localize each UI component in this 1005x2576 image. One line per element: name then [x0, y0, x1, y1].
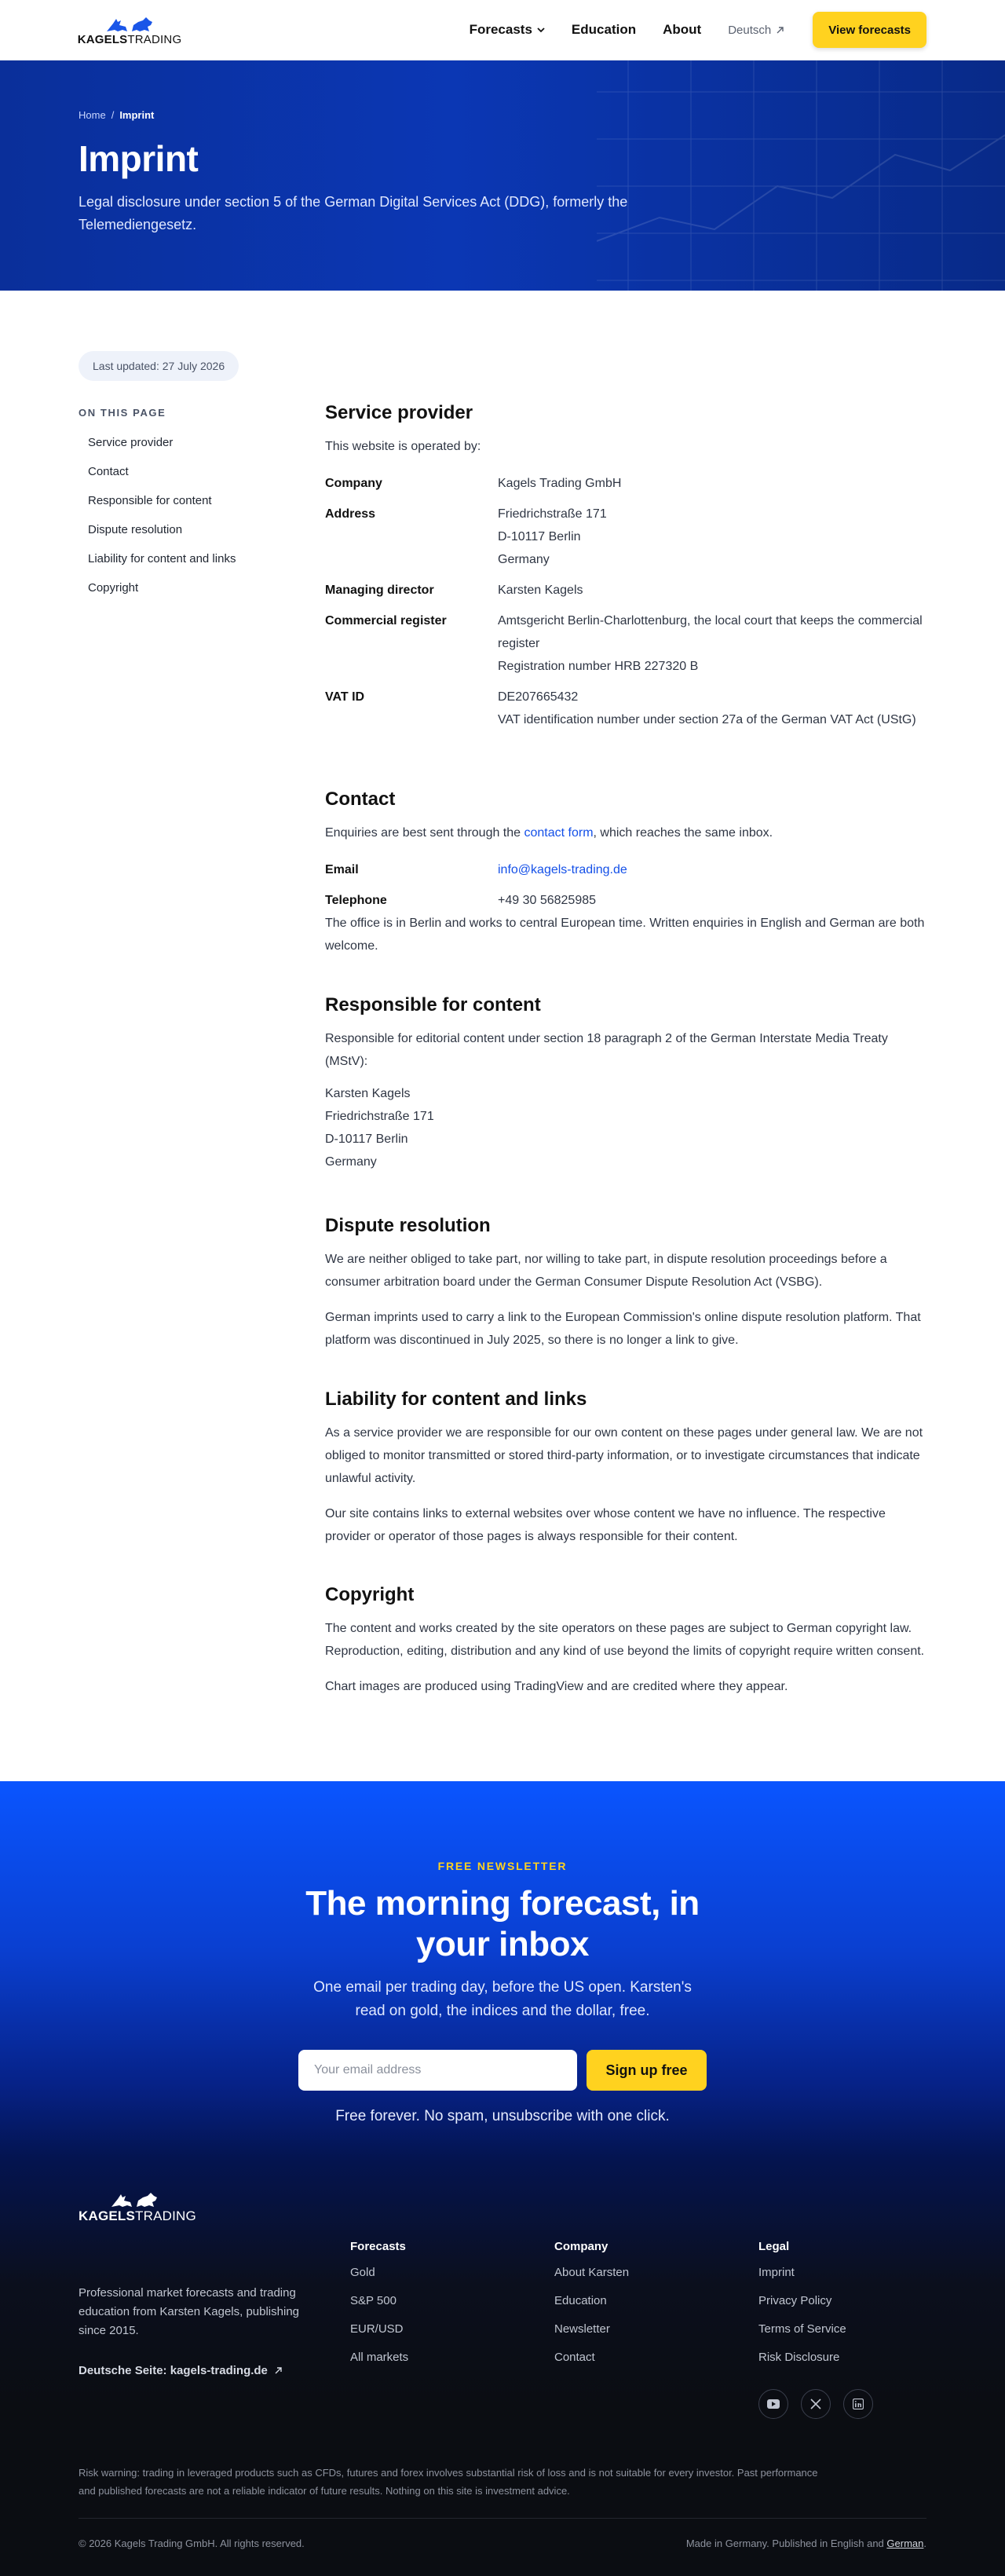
paragraph: Chart images are produced using TradingView and are credited where they appear.: [325, 1680, 788, 1693]
address-line: D-10117 Berlin: [325, 1132, 408, 1146]
row-line: Registration number HRB 227320 B: [498, 660, 699, 673]
section-title: Copyright: [325, 1584, 415, 1605]
row-label: Company: [325, 477, 382, 490]
toc-link-service-provider[interactable]: Service provider: [88, 436, 174, 449]
site-header: [0, 0, 1005, 60]
row-line: VAT identification number under section 27a of the German VAT Act (UStG): [498, 713, 916, 726]
external-link-icon: [776, 26, 784, 35]
section-dispute-resolution: [325, 1215, 926, 1352]
toc-link-contact[interactable]: Contact: [88, 465, 129, 478]
footer-col-title: Company: [554, 2240, 608, 2253]
section-service-provider: [325, 402, 926, 731]
footer-link-gold[interactable]: Gold: [350, 2266, 375, 2279]
footer-link-about[interactable]: About Karsten: [554, 2266, 630, 2279]
youtube-link[interactable]: [758, 2389, 788, 2419]
footer-link-imprint[interactable]: Imprint: [758, 2266, 795, 2279]
paragraph: We are neither obliged to take part, nor willing to take part, in dispute resolution proceedings before a consumer arbitration board under the German Consumer Dispute Resolution Act (VSBG).: [325, 1253, 887, 1289]
footer-divider: [79, 2518, 926, 2519]
bull-bear-logo-icon: [102, 14, 157, 35]
section-copyright: [325, 1584, 926, 1698]
footer-col-title: Legal: [758, 2240, 790, 2253]
logo-wordmark: KAGELSTRADING: [79, 2208, 196, 2223]
language-label: Deutsch: [728, 23, 772, 37]
row-label: Address: [325, 507, 376, 521]
language-switch[interactable]: [728, 24, 784, 37]
footer-description: Professional market forecasts and trading education from Karsten Kagels, publishing since 2015.: [79, 2286, 300, 2337]
row-line: Kagels Trading GmbH: [498, 477, 622, 490]
info-row-managing-director: [325, 579, 926, 602]
row-value: [498, 686, 926, 731]
intro-text: Enquiries are best sent through the: [325, 826, 524, 840]
last-updated-badge: Last updated: 27 July 2026: [79, 351, 239, 381]
row-value: [498, 609, 926, 678]
paragraph: Our site contains links to external websites over whose content we have no influence. The respective provider or operator of those pages is always responsible for their content.: [325, 1507, 886, 1543]
toc-link-liability[interactable]: Liability for content and links: [88, 552, 236, 565]
row-value: [498, 858, 926, 881]
row-line: Karsten Kagels: [498, 584, 583, 597]
made-text: .: [923, 2538, 926, 2549]
breadcrumb-home[interactable]: Home: [79, 109, 106, 121]
row-line: Friedrichstraße 171: [498, 507, 607, 521]
breadcrumb-current: Imprint: [119, 109, 155, 121]
on-this-page-nav: [79, 407, 283, 610]
footer-link-all-markets[interactable]: All markets: [350, 2351, 409, 2364]
nav-forecasts-label: Forecasts: [469, 22, 532, 37]
newsletter-title: The morning forecast, in your inbox: [305, 1884, 700, 1963]
newsletter-email-input[interactable]: [298, 2050, 577, 2091]
footer-col-legal: [758, 2240, 846, 2379]
section-title: Dispute resolution: [325, 1215, 491, 1236]
section-intro: Responsible for editorial content under section 18 paragraph 2 of the German Interstate Media Treaty (MStV):: [325, 1032, 888, 1068]
chevron-down-icon: [537, 27, 545, 33]
newsletter-form: [298, 2050, 707, 2091]
page-hero: [0, 60, 1005, 291]
address-line: Friedrichstraße 171: [325, 1110, 434, 1123]
hero-grid-decoration: [597, 60, 1005, 291]
social-links: [758, 2389, 873, 2419]
newsletter-fineprint: Free forever. No spam, unsubscribe with one click.: [335, 2108, 670, 2124]
row-label: Telephone: [325, 894, 387, 907]
bull-bear-logo-icon: [79, 2190, 188, 2210]
row-value: [498, 503, 926, 571]
intro-text: , which reaches the same inbox.: [593, 826, 773, 840]
footer-link-sp500[interactable]: S&P 500: [350, 2294, 397, 2307]
toc-heading: ON THIS PAGE: [79, 407, 166, 419]
sign-up-button[interactable]: Sign up free: [587, 2050, 707, 2091]
section-title: Responsible for content: [325, 994, 541, 1015]
site-logo[interactable]: [79, 14, 181, 46]
contact-form-link[interactable]: contact form: [524, 826, 594, 840]
page-title: Imprint: [79, 138, 199, 179]
view-forecasts-button[interactable]: View forecasts: [813, 12, 926, 48]
x-icon: [810, 2399, 821, 2410]
footer-col-title: Forecasts: [350, 2240, 406, 2253]
nav-education[interactable]: Education: [571, 22, 637, 37]
row-value: [498, 472, 926, 495]
email-link[interactable]: info@kagels-trading.de: [498, 863, 627, 876]
german-site-link[interactable]: [79, 2364, 283, 2377]
address-line: Karsten Kagels: [325, 1087, 411, 1100]
main-nav: [470, 12, 926, 48]
newsletter-eyebrow: FREE NEWSLETTER: [437, 1860, 568, 1872]
german-site-label: Deutsche Seite: kagels-trading.de: [79, 2364, 268, 2377]
german-language-link[interactable]: German: [886, 2538, 924, 2549]
row-label: Commercial register: [325, 614, 447, 628]
paragraph: As a service provider we are responsible for our own content on these pages under general law. We are not obliged to monitor transmitted or stored third-party information, or to investigate circumstances that indicate unlawful activity.: [325, 1426, 923, 1485]
section-title: Liability for content and links: [325, 1389, 587, 1410]
section-responsible-for-content: [325, 994, 926, 1173]
office-note: The office is in Berlin and works to central European time. Written enquiries in English and German are both welcome.: [325, 917, 925, 953]
paragraph: German imprints used to carry a link to the European Commission's online dispute resolution platform. That platform was discontinued in July 2025, so there is no longer a link to give.: [325, 1311, 921, 1347]
section-title: Contact: [325, 789, 396, 810]
site-footer: [0, 2158, 1005, 2576]
footer-link-risk[interactable]: Risk Disclosure: [758, 2351, 840, 2364]
toc-link-copyright[interactable]: Copyright: [88, 581, 139, 595]
youtube-icon: [767, 2399, 780, 2409]
nav-forecasts[interactable]: [470, 22, 545, 38]
copyright-notice: © 2026 Kagels Trading GmbH. All rights reserved.: [79, 2538, 305, 2549]
info-row-address: [325, 503, 926, 571]
footer-link-privacy[interactable]: Privacy Policy: [758, 2294, 832, 2307]
row-label: Email: [325, 863, 359, 876]
breadcrumb: [79, 109, 154, 121]
breadcrumb-separator: /: [111, 109, 115, 121]
footer-link-contact[interactable]: Contact: [554, 2351, 595, 2364]
linkedin-icon: [853, 2399, 864, 2410]
toc-link-dispute[interactable]: Dispute resolution: [88, 523, 183, 536]
row-label: VAT ID: [325, 690, 365, 704]
footer-link-education[interactable]: Education: [554, 2294, 607, 2307]
info-row-email: [325, 858, 926, 881]
phone-number: +49 30 56825985: [498, 894, 597, 907]
row-line: Germany: [498, 553, 550, 566]
section-liability: [325, 1389, 926, 1548]
made-text: Made in Germany. Published in English and: [685, 2538, 887, 2549]
section-contact: [325, 789, 926, 957]
info-row-company: [325, 472, 926, 495]
linkedin-link[interactable]: [843, 2389, 873, 2419]
section-intro: [325, 821, 926, 844]
responsible-address: [325, 1082, 926, 1173]
footer-col-company: [554, 2240, 629, 2379]
row-label: Managing director: [325, 584, 434, 597]
risk-warning: Risk warning: trading in leveraged products such as CFDs, futures and forex involves substantial risk of loss and is not suitable for every investor. Past performance and published forecasts are not a reliable indicator of future results. Nothing on this site is investment advice.: [79, 2467, 818, 2497]
toc-link-responsible[interactable]: Responsible for content: [88, 494, 212, 507]
page-subtitle: Legal disclosure under section 5 of the German Digital Services Act (DDG), formerly the Telemediengesetz.: [79, 194, 628, 232]
row-line: DE207665432: [498, 690, 579, 704]
row-value: [498, 579, 926, 602]
paragraph: The content and works created by the site operators on these pages are subject to German copyright law. Reproduction, editing, distribution and any kind of use beyond the limits of copyright require written consent.: [325, 1622, 925, 1658]
info-row-telephone: [325, 889, 926, 912]
info-row-vat-id: [325, 686, 926, 731]
section-intro: This website is operated by:: [325, 440, 481, 453]
external-link-icon: [274, 2366, 283, 2375]
made-in-germany: [686, 2538, 926, 2549]
footer-logo[interactable]: [79, 2190, 196, 2224]
section-title: Service provider: [325, 402, 473, 423]
info-row-commercial-register: [325, 609, 926, 678]
footer-link-newsletter[interactable]: Newsletter: [554, 2322, 610, 2336]
address-line: Germany: [325, 1155, 377, 1169]
row-line: Amtsgericht Berlin-Charlottenburg, the local court that keeps the commercial register: [498, 614, 923, 650]
nav-about[interactable]: About: [663, 22, 702, 37]
footer-link-eurusd[interactable]: EUR/USD: [350, 2322, 404, 2336]
newsletter-section: [0, 1781, 1005, 2158]
x-link[interactable]: [801, 2389, 831, 2419]
row-line: D-10117 Berlin: [498, 530, 581, 543]
footer-link-terms[interactable]: Terms of Service: [758, 2322, 846, 2336]
footer-col-forecasts: [350, 2240, 408, 2379]
newsletter-subtitle: One email per trading day, before the US open. Karsten's read on gold, the indices and the dollar, free.: [313, 1979, 692, 2019]
logo-wordmark: KAGELSTRADING: [77, 32, 182, 46]
